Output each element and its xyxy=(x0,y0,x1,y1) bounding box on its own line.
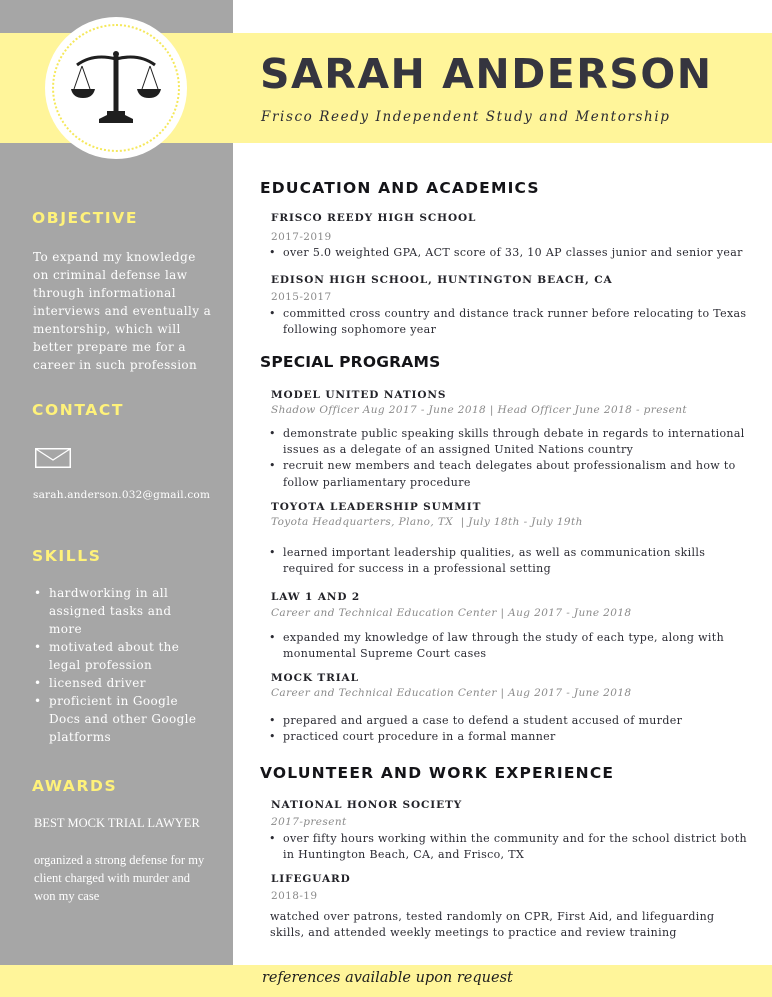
bullet-item: • committed cross country and distance track runner before relocating to Texas following sophomore year xyxy=(268,306,748,338)
education-heading: EDUCATION AND ACADEMICS xyxy=(260,179,540,197)
program-entry-subtitle: Shadow Officer Aug 2017 - June 2018 | Head Officer June 2018 - present xyxy=(271,404,687,416)
education-entry-title: EDISON HIGH SCHOOL, HUNTINGTON BEACH, CA xyxy=(271,274,613,286)
experience-entry-dates: 2018-19 xyxy=(271,890,318,902)
objective-text: To expand my knowledge on criminal defense law through informational interviews and eventually a mentorship, which will better prepare me for a career in such profession xyxy=(33,250,212,372)
skill-item: • hardworking in all assigned tasks and more xyxy=(33,584,208,638)
education-entry-title: FRISCO REEDY HIGH SCHOOL xyxy=(271,212,477,224)
envelope-icon xyxy=(35,448,71,468)
skills-heading: SKILLS xyxy=(32,547,102,565)
education-entry-dates: 2015-2017 xyxy=(271,291,332,303)
bullet-item: • recruit new members and teach delegates about professionalism and how to follow parliamentary procedure xyxy=(268,458,748,490)
bullet-item: • over 5.0 weighted GPA, ACT score of 33, 10 AP classes junior and senior year xyxy=(268,245,748,261)
award-description: organized a strong defense for my client charged with murder and won my case xyxy=(34,853,205,903)
programs-heading: SPECIAL PROGRAMS xyxy=(260,353,441,371)
education-entry-bullets xyxy=(268,245,748,261)
experience-entry-title: LIFEGUARD xyxy=(271,873,351,885)
bullet-item: • practiced court procedure in a formal manner xyxy=(268,729,748,745)
program-entry-title: MODEL UNITED NATIONS xyxy=(271,389,447,401)
bullet-item: • demonstrate public speaking skills through debate in regards to international issues as a delegate of an assigned United Nations country xyxy=(268,426,748,458)
program-entry-bullets xyxy=(268,426,748,491)
bullet-item: • expanded my knowledge of law through the study of each type, along with monumental Supreme Court cases xyxy=(268,630,748,662)
bullet-item: • prepared and argued a case to defend a student accused of murder xyxy=(268,713,748,729)
experience-entry-description: watched over patrons, tested randomly on CPR, First Aid, and lifeguarding skills, and attended weekly meetings to practice and review training xyxy=(270,910,715,940)
objective-heading: OBJECTIVE xyxy=(32,209,139,227)
program-entry-subtitle: Toyota Headquarters, Plano, TX | July 18th - July 19th xyxy=(271,516,583,528)
awards-heading: AWARDS xyxy=(32,777,118,795)
skill-item: • proficient in Google Docs and other Google platforms xyxy=(33,692,208,746)
tagline: Frisco Reedy Independent Study and Mentorship xyxy=(261,109,671,125)
program-entry-bullets xyxy=(268,545,748,577)
bullet-item: • learned important leadership qualities, as well as communication skills required for success in a professional setting xyxy=(268,545,748,577)
program-entry-subtitle: Career and Technical Education Center | Aug 2017 - June 2018 xyxy=(271,607,632,619)
bullet-item: • over fifty hours working within the community and for the school district both in Huntington Beach, CA, and Frisco, TX xyxy=(268,831,748,863)
experience-heading: VOLUNTEER AND WORK EXPERIENCE xyxy=(260,764,615,782)
skills-list xyxy=(33,584,208,746)
education-entry-bullets xyxy=(268,306,748,338)
experience-entry-bullets xyxy=(268,831,748,863)
education-entry-dates: 2017-2019 xyxy=(271,231,332,243)
program-entry-title: MOCK TRIAL xyxy=(271,672,359,684)
experience-entry-title: NATIONAL HONOR SOCIETY xyxy=(271,799,463,811)
candidate-name: SARAH ANDERSON xyxy=(260,50,713,98)
logo-badge xyxy=(45,17,187,159)
program-entry-title: TOYOTA LEADERSHIP SUMMIT xyxy=(271,501,482,513)
award-title: BEST MOCK TRIAL LAWYER xyxy=(34,816,200,830)
program-entry-bullets xyxy=(268,713,748,745)
skill-item: • motivated about the legal profession xyxy=(33,638,208,674)
skill-item: • licensed driver xyxy=(33,674,208,692)
footer-note: references available upon request xyxy=(262,970,513,986)
program-entry-title: LAW 1 AND 2 xyxy=(271,591,361,603)
experience-entry-dates: 2017-present xyxy=(271,816,347,828)
program-entry-subtitle: Career and Technical Education Center | Aug 2017 - June 2018 xyxy=(271,687,632,699)
email-link[interactable]: sarah.anderson.032@gmail.com xyxy=(33,489,211,501)
scales-of-justice-icon xyxy=(71,45,161,129)
program-entry-bullets xyxy=(268,630,748,662)
contact-heading: CONTACT xyxy=(32,401,125,419)
